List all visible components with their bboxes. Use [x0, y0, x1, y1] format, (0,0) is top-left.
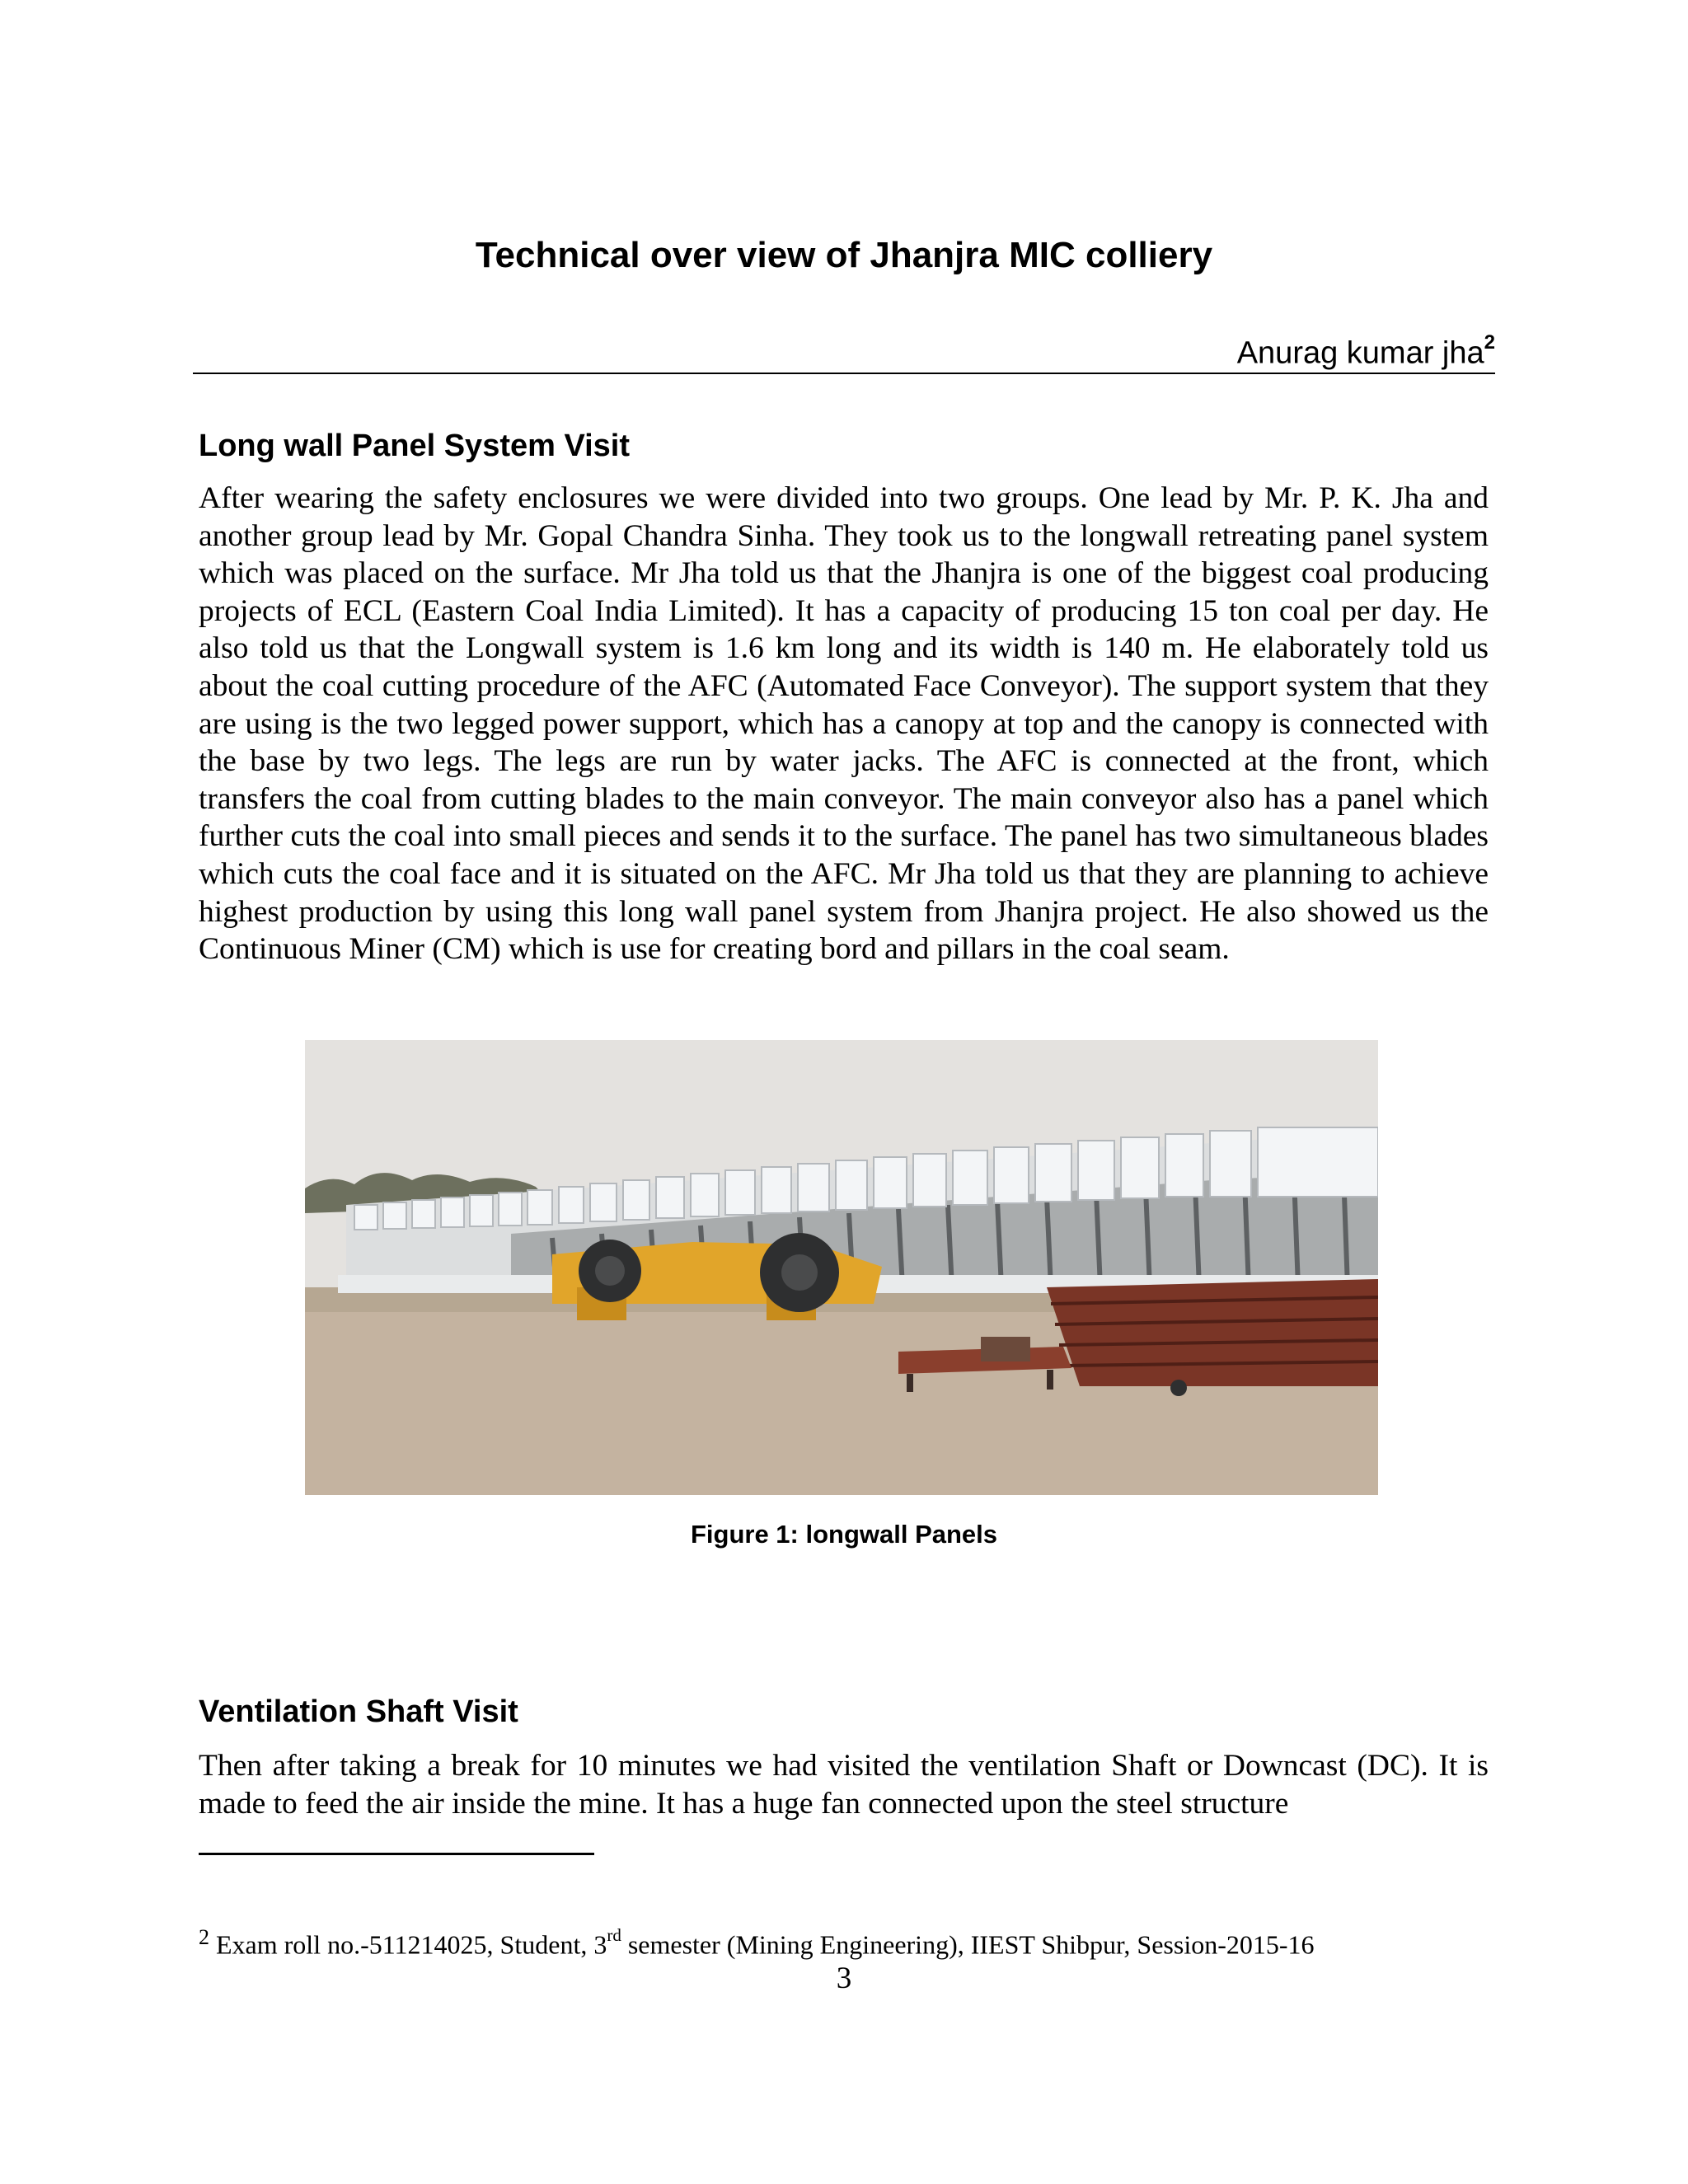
section-heading-ventilation: Ventilation Shaft Visit: [199, 1694, 518, 1729]
author-divider: [193, 373, 1495, 374]
figure-caption: Figure 1: longwall Panels: [690, 1520, 998, 1549]
section-heading-longwall: Long wall Panel System Visit: [199, 429, 631, 463]
longwall-photo-illustration: [305, 1040, 1378, 1495]
document-title: Technical over view of Jhanjra MIC colliery: [475, 235, 1213, 275]
footnote-text-after: semester (Mining Engineering), IIEST Shibpur, Session-2015-16: [621, 1929, 1315, 1960]
footnote-divider: [199, 1853, 594, 1855]
author-line: [1237, 326, 1495, 374]
footnote-ordinal-suffix: rd: [607, 1925, 621, 1945]
page-number: 3: [836, 1961, 852, 1995]
section-paragraph-longwall: After wearing the safety enclosures we were divided into two groups. One lead by Mr. P. K. Jha and another group lead by Mr. Gopal Chandra Sinha. They took us to the longwall retreating panel system which was placed on the surface. Mr Jha told us that the Jhanjra is one of the biggest coal producing projects of ECL (Eastern Coal India Limited). It has a capacity of producing 15 ton coal per day. He also told us that the Longwall system is 1.6 km long and its width is 140 m. He elaborately told us about the coal cutting procedure of the AFC (Automated Face Conveyor). The support system that they are using is the two legged power support, which has a canopy at top and the canopy is connected with the base by two legs. The legs are run by water jacks. The AFC is connected at the front, which transfers the coal from cutting blades to the main conveyor. The main conveyor also has a panel which further cuts the coal into small pieces and sends it to the surface. The panel has two simultaneous blades which cuts the coal face and it is situated on the AFC. Mr Jha told us that they are planning to achieve highest production by using this long wall panel system from Jhanjra project. He also showed us the Continuous Miner (CM) which is use for creating bord and pillars in the coal seam.: [199, 481, 1489, 967]
author-name: Anurag kumar jha: [1236, 335, 1484, 371]
footnote-text-before: Exam roll no.-511214025, Student, 3: [216, 1929, 607, 1960]
footnote: [199, 1920, 1315, 1962]
author-footnote-mark[interactable]: 2: [1484, 331, 1495, 354]
footnote-mark: 2: [199, 1925, 209, 1949]
figure-longwall-panels-photo: [305, 1040, 1378, 1495]
section-paragraph-ventilation: Then after taking a break for 10 minutes we had visited the ventilation Shaft or Downcast (DC). It is made to feed the air inside the mine. It has a huge fan connected upon the steel structure: [199, 1749, 1489, 1821]
